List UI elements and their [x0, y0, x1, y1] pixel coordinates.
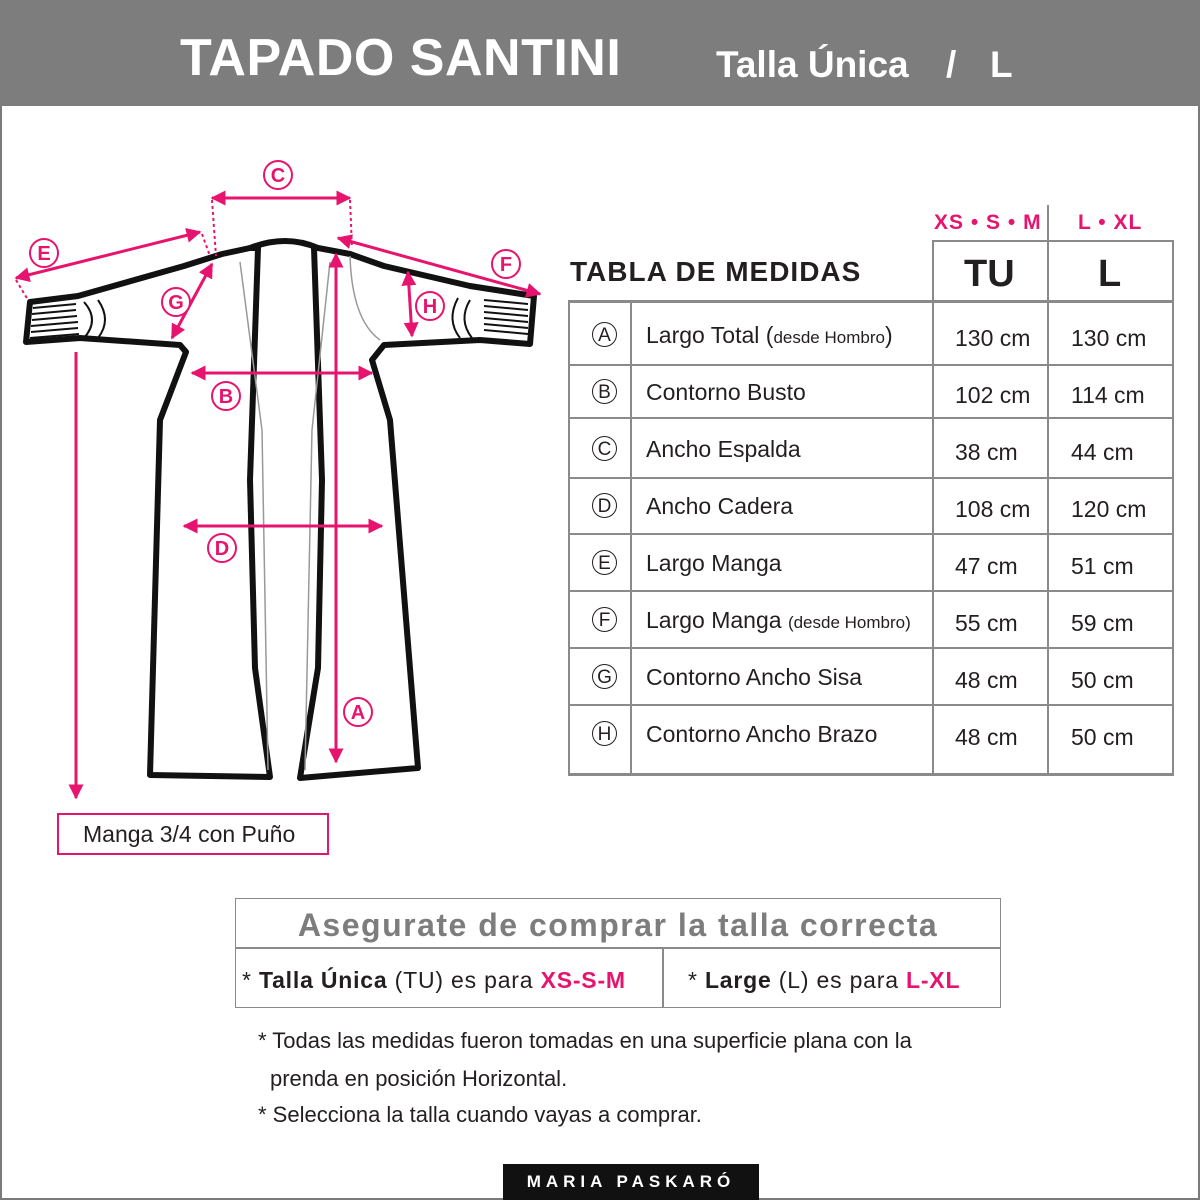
row-name: Largo Total (desde Hombro)	[646, 322, 893, 348]
row-l-value: 50 cm	[1071, 724, 1134, 750]
column-header-tu: TU	[964, 253, 1015, 295]
size-label: Talla Única	[716, 44, 909, 85]
label-d: D	[214, 538, 230, 560]
row-tu-value: 55 cm	[955, 610, 1018, 636]
size-guide-column-divider	[662, 947, 664, 1007]
row-name: Contorno Ancho Brazo	[646, 721, 878, 747]
row-name: Ancho Cadera	[646, 493, 794, 519]
table-row	[570, 593, 1174, 649]
size-guide-l: * Large (L) es para L-XL	[688, 967, 961, 993]
size-guide-box	[235, 898, 1001, 1008]
row-l-value: 50 cm	[1071, 667, 1134, 693]
row-letter: G	[592, 664, 617, 689]
row-l-value: 120 cm	[1071, 496, 1147, 522]
row-tu-value: 38 cm	[955, 439, 1018, 465]
label-b: B	[218, 386, 234, 408]
l-sizes: L • XL	[1078, 211, 1143, 234]
table-row	[570, 479, 1174, 535]
table-row	[570, 650, 1174, 706]
table-row	[570, 707, 1174, 763]
circle-letters	[37, 165, 512, 724]
row-letter: A	[592, 322, 617, 347]
row-name: Largo Manga (desde Hombro)	[646, 607, 911, 633]
size-separator: /	[946, 44, 957, 85]
row-letter: B	[592, 379, 617, 404]
table-row	[570, 422, 1174, 478]
row-tu-value: 48 cm	[955, 667, 1018, 693]
column-header-l: L	[1098, 253, 1122, 295]
table-title: TABLA DE MEDIDAS	[570, 256, 862, 287]
label-g: G	[168, 292, 184, 314]
row-l-value: 130 cm	[1071, 325, 1147, 351]
row-l-value: 59 cm	[1071, 610, 1134, 636]
sleeve-note: Manga 3/4 con Puño	[57, 813, 329, 855]
footnote-select-size: * Selecciona la talla cuando vayas a comprar.	[258, 1102, 702, 1127]
row-name: Contorno Ancho Sisa	[646, 664, 863, 690]
garment-diagram	[0, 140, 560, 800]
header-bar	[0, 0, 1200, 106]
row-name: Contorno Busto	[646, 379, 806, 405]
size-l-label: L	[990, 44, 1013, 85]
row-l-value: 44 cm	[1071, 439, 1134, 465]
tu-sizes: XS • S • M	[934, 211, 1042, 234]
row-l-value: 114 cm	[1071, 382, 1145, 408]
row-name: Largo Manga	[646, 550, 782, 576]
row-letter: H	[592, 721, 617, 746]
row-name: Ancho Espalda	[646, 436, 801, 462]
size-guide-title: Asegurate de comprar la talla correcta	[297, 907, 939, 943]
size-guide-divider	[236, 947, 1000, 949]
size-guide-tu: * Talla Única (TU) es para XS-S-M	[242, 967, 626, 993]
table-row	[570, 536, 1174, 592]
row-letter: C	[592, 436, 617, 461]
row-tu-value: 130 cm	[955, 325, 1031, 351]
label-a: A	[350, 702, 366, 724]
coat-outline	[26, 241, 534, 778]
row-tu-value: 48 cm	[955, 724, 1018, 750]
table-row	[570, 308, 1174, 364]
row-tu-value: 47 cm	[955, 553, 1018, 579]
table-row	[570, 365, 1174, 421]
row-letter: D	[592, 493, 617, 518]
label-h: H	[422, 296, 438, 318]
brand-logo: MARIA PASKARÓ	[503, 1164, 759, 1200]
label-f: F	[499, 254, 513, 276]
footnote-measurements: * Todas las medidas fueron tomadas en una superficie plana con la	[258, 1028, 912, 1053]
row-tu-value: 108 cm	[955, 496, 1031, 522]
row-tu-value: 102 cm	[955, 382, 1031, 408]
label-c: C	[270, 165, 286, 187]
footnote-measurements-cont: prenda en posición Horizontal.	[270, 1066, 568, 1091]
product-title: TAPADO SANTINI	[180, 29, 622, 87]
row-l-value: 51 cm	[1071, 553, 1134, 579]
circle-labels	[30, 161, 520, 726]
row-letter: E	[592, 550, 617, 575]
label-e: E	[37, 243, 51, 265]
row-letter: F	[592, 607, 617, 632]
